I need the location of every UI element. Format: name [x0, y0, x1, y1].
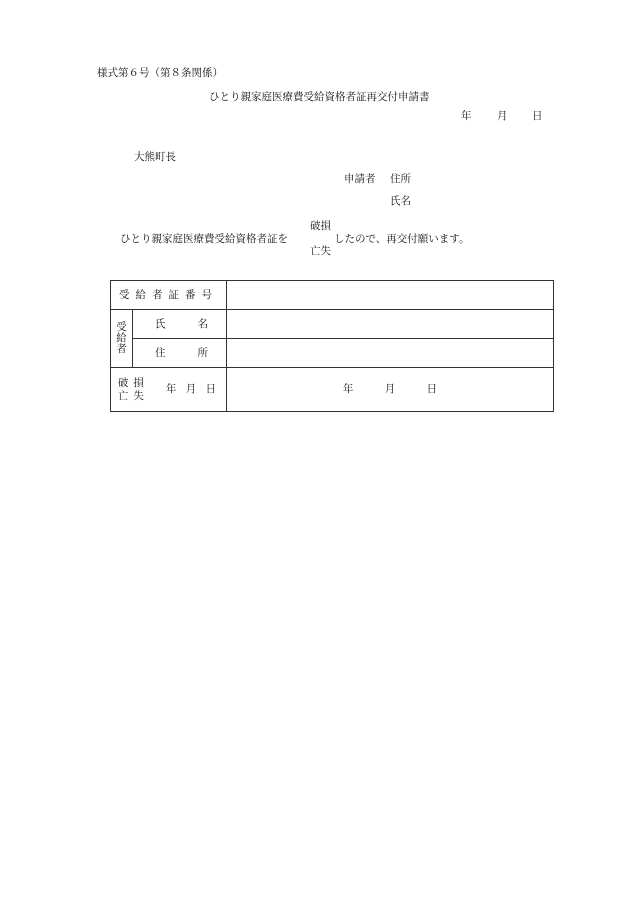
- loss-damaged-label: 破損: [117, 376, 149, 389]
- cert-number-label-cell: [111, 281, 227, 310]
- loss-date-year: 年: [342, 383, 354, 396]
- applicant-label: 申請者: [344, 173, 376, 185]
- request-option-lost: 亡失: [310, 245, 331, 257]
- loss-day-label: 日: [205, 383, 217, 396]
- recipient-group-label: 受給者: [116, 320, 127, 355]
- recipient-name-label-cell: [133, 310, 227, 339]
- request-body-prefix: ひとり親家庭医療費受給資格者証を: [120, 233, 288, 245]
- recipient-name-field[interactable]: [227, 310, 554, 339]
- loss-date-day: 日: [426, 383, 438, 396]
- loss-month-label: 月: [185, 383, 197, 396]
- applicant-address-label: 住所: [390, 173, 411, 185]
- recipient-address-row: [111, 339, 554, 368]
- loss-year-label: 年: [165, 383, 177, 396]
- date-day-label: 日: [532, 110, 543, 122]
- addressee: 大熊町長: [134, 151, 176, 163]
- recipient-name-label-a: 氏: [155, 317, 166, 330]
- loss-date-label-cell: [111, 368, 227, 412]
- form-number: 様式第６号（第８条関係）: [97, 67, 223, 79]
- document-title: ひとり親家庭医療費受給資格者証再交付申請書: [209, 91, 430, 103]
- cert-number-field[interactable]: [227, 281, 554, 310]
- recipient-address-label-a: 住: [155, 346, 166, 359]
- reissue-form-table: [110, 280, 554, 412]
- recipient-name-label-b: 名: [197, 317, 208, 330]
- loss-date-month: 月: [384, 383, 396, 396]
- recipient-address-label-cell: [133, 339, 227, 368]
- applicant-name-label: 氏名: [390, 195, 411, 207]
- request-body-suffix: したので、再交付願います。: [334, 233, 470, 245]
- cert-number-row: [111, 281, 554, 310]
- recipient-address-label-b: 所: [197, 346, 208, 359]
- loss-date-row: [111, 368, 554, 412]
- recipient-name-row: [111, 310, 554, 339]
- date-year-label: 年: [461, 110, 472, 122]
- loss-lost-label: 亡失: [117, 390, 149, 402]
- date-month-label: 月: [497, 110, 508, 122]
- cert-number-label: 受給者証番号: [119, 288, 218, 301]
- recipient-group-cell: [111, 310, 133, 368]
- recipient-address-field[interactable]: [227, 339, 554, 368]
- request-option-damaged: 破損: [310, 220, 331, 232]
- loss-date-field[interactable]: [227, 368, 554, 412]
